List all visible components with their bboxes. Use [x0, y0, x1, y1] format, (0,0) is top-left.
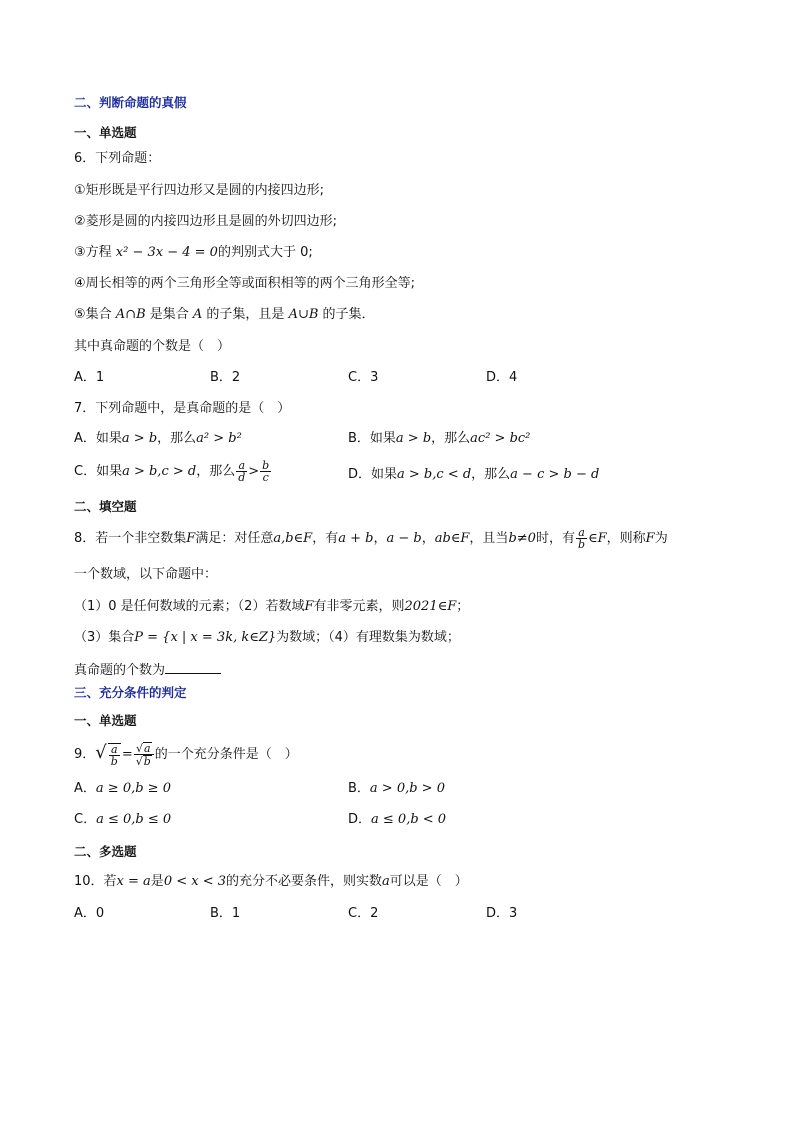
q8-text-g: 时，有 — [535, 531, 575, 546]
q8-text-c: ，有 — [312, 531, 339, 546]
q8-l3-text-c: ； — [456, 599, 470, 614]
q9-b-label: B． — [348, 781, 370, 796]
q10-text-b: 是 — [150, 874, 164, 889]
q6-p5-text-b: 是集合 — [145, 307, 193, 322]
q7-c-frac2-numerator: b — [262, 459, 270, 472]
q9-rhs-num-radicand: a — [143, 742, 151, 755]
q7-b-then: ，那么 — [431, 431, 471, 446]
q7-d-text: D．如果 — [348, 467, 398, 482]
q7-c-then: ，那么 — [196, 464, 236, 479]
q7-c-fraction-a-over-d — [236, 460, 247, 483]
q7-b-condition: a > b — [395, 431, 432, 446]
q10-text-d: 可以是（ ） — [389, 874, 468, 889]
q10-math-x-eq-a: x = a — [116, 874, 151, 889]
q9-equals: = — [121, 747, 133, 762]
q6-p5-text-d: 的子集． — [318, 307, 375, 322]
q8-text-i: 为 — [654, 531, 668, 546]
q8-frac-numerator: a — [576, 527, 587, 539]
q6-p5-union: A∪B — [288, 307, 319, 322]
q9-sqrt-fraction — [108, 743, 121, 767]
q10-stem — [74, 873, 468, 891]
q9-stem — [74, 740, 298, 768]
q10-option-b[interactable]: B．1 — [210, 906, 241, 921]
q8-math-b-nonzero: b≠0 — [508, 531, 536, 546]
q7-c-text: C．如果 — [74, 464, 123, 479]
q7-a-text: A．如果 — [74, 431, 122, 446]
q9-d-label: D． — [348, 812, 372, 827]
q8-l3-set-f: F — [304, 599, 314, 614]
q7-b-conclusion: ac² > bc² — [470, 431, 531, 446]
section-heading-judge-propositions: 二、判断命题的真假 — [74, 95, 187, 110]
q10-math-a: a — [382, 874, 390, 889]
q8-line-5 — [74, 660, 221, 680]
q7-a-then: ，那么 — [157, 431, 197, 446]
q8-text-e: ， — [421, 531, 435, 546]
subheading-multiple-choice: 二、多选题 — [74, 844, 137, 859]
q7-c-fraction-b-over-c — [260, 460, 271, 483]
q6-option-b[interactable]: B．2 — [210, 370, 241, 385]
q9-option-a[interactable] — [74, 780, 171, 798]
q9-number: 9． — [74, 747, 96, 762]
q6-p3-equation: x² − 3x − 4 = 0 — [115, 245, 218, 260]
q6-p3-suffix: 的判别式大于 0; — [217, 245, 313, 260]
q6-option-a[interactable]: A．1 — [74, 370, 105, 385]
q7-option-c[interactable] — [74, 460, 272, 483]
subheading-single-choice: 一、单选题 — [74, 125, 137, 140]
sqrt-icon: √ — [135, 755, 143, 768]
q8-l4-text-a: （3）集合 — [74, 630, 135, 645]
q8-text-b: 满足：对任意 — [195, 531, 274, 546]
q9-option-b[interactable] — [348, 780, 445, 798]
q8-l4-text-b: 为数域；（4）有理数集为数域； — [276, 630, 460, 645]
q8-text-a: 8．若一个非空数集 — [74, 531, 187, 546]
q9-lhs-denominator: b — [110, 754, 118, 768]
q6-p5-text-c: 的子集，且是 — [202, 307, 289, 322]
q6-option-c[interactable]: C．3 — [348, 370, 379, 385]
q9-a-math: a ≥ 0,b ≥ 0 — [95, 781, 171, 796]
q7-d-conclusion: a − c > b − d — [510, 467, 600, 482]
q8-l3-text-b: 有非零元素，则 — [313, 599, 405, 614]
q8-math-product: ab∈F — [434, 531, 470, 546]
q7-stem: 7．下列命题中，是真命题的是（ ） — [74, 401, 291, 416]
q8-set-f: F — [186, 531, 196, 546]
q7-c-greater-than: > — [248, 464, 260, 479]
q8-line-4 — [74, 629, 460, 647]
q9-tail: 的一个充分条件是（ ） — [154, 747, 298, 762]
q9-option-c[interactable] — [74, 811, 171, 829]
q8-l3-math-2021: 2021∈F — [404, 599, 457, 614]
q6-stem: 6．下列命题： — [74, 151, 161, 166]
sqrt-icon: √ — [135, 742, 143, 755]
q9-b-math: a > 0,b > 0 — [369, 781, 445, 796]
q7-b-text: B．如果 — [348, 431, 396, 446]
q8-line-1 — [74, 527, 668, 550]
q9-option-d[interactable] — [348, 811, 446, 829]
q9-rhs-denominator — [134, 755, 154, 767]
subheading-fill-in: 二、填空题 — [74, 499, 137, 514]
q8-l3-text-a: （1）0 是任何数域的元素；（2）若数域 — [74, 599, 305, 614]
q8-fraction-a-over-b — [576, 527, 587, 550]
q6-proposition-2: ②菱形是圆的内接四边形且是圆的外切四边形; — [74, 214, 338, 229]
q6-proposition-5 — [74, 306, 375, 324]
q6-p5-text-a: ⑤集合 — [74, 307, 116, 322]
q10-option-c[interactable]: C．2 — [348, 906, 379, 921]
q8-set-f-2: F — [645, 531, 655, 546]
q9-rhs-den-radicand: b — [143, 755, 151, 768]
q8-math-in-f: ∈F — [588, 531, 607, 546]
subheading-single-choice-2: 一、单选题 — [74, 713, 137, 728]
q8-text-d: ， — [373, 531, 387, 546]
q10-text-a: 10．若 — [74, 874, 117, 889]
q9-fraction-of-roots — [134, 742, 154, 767]
q8-math-difference: a − b — [386, 531, 422, 546]
q9-d-math: a ≤ 0,b < 0 — [371, 812, 447, 827]
q7-c-frac1-denominator: d — [238, 471, 246, 484]
q9-a-label: A． — [74, 781, 96, 796]
q6-proposition-1: ①矩形既是平行四边形又是圆的内接四边形; — [74, 183, 325, 198]
q7-d-condition: a > b,c < d — [397, 467, 472, 482]
q9-c-math: a ≤ 0,b ≤ 0 — [96, 812, 172, 827]
q6-proposition-4: ④周长相等的两个三角形全等或面积相等的两个三角形全等; — [74, 276, 416, 291]
sqrt-icon: √ — [95, 742, 107, 763]
q8-text-f: ，且当 — [469, 531, 509, 546]
q8-line-3 — [74, 598, 469, 616]
q8-l5-text: 真命题的个数为 — [74, 663, 166, 678]
q8-line-2: 一个数域，以下命题中： — [74, 567, 218, 582]
q7-c-frac2-denominator: c — [262, 471, 269, 484]
q6-p5-intersection: A∩B — [115, 307, 146, 322]
q9-c-label: C． — [74, 812, 97, 827]
q8-l4-set-p: P = {x | x = 3k, k∈Z} — [134, 630, 277, 645]
q7-c-condition: a > b,c > d — [122, 464, 197, 479]
q6-question: 其中真命题的个数是（ ） — [74, 339, 231, 354]
q8-text-h: ，则称 — [606, 531, 646, 546]
q6-proposition-3 — [74, 244, 313, 262]
q7-c-frac1-numerator: a — [236, 460, 247, 472]
q8-answer-blank[interactable] — [165, 660, 221, 674]
q10-math-interval: 0 < x < 3 — [163, 874, 227, 889]
q10-option-a[interactable]: A．0 — [74, 906, 105, 921]
q7-option-d[interactable] — [348, 466, 599, 484]
q10-option-d[interactable]: D．3 — [486, 906, 518, 921]
q7-a-conclusion: a² > b² — [196, 431, 242, 446]
q6-p5-set-a: A — [192, 307, 203, 322]
q9-rhs-numerator — [134, 742, 154, 755]
q9-lhs-numerator: a — [109, 744, 120, 756]
q8-frac-denominator: b — [577, 538, 585, 551]
q7-d-then: ，那么 — [471, 467, 511, 482]
q6-p3-prefix: ③方程 — [74, 245, 116, 260]
q7-a-condition: a > b — [121, 431, 158, 446]
q7-option-b[interactable] — [348, 430, 530, 448]
q8-math-ab-in-f: a,b∈F — [273, 531, 313, 546]
section-heading-sufficient-condition: 三、充分条件的判定 — [74, 685, 187, 700]
q7-option-a[interactable] — [74, 430, 242, 448]
q8-math-sum: a + b — [338, 531, 374, 546]
q10-text-c: 的充分不必要条件，则实数 — [226, 874, 383, 889]
q6-option-d[interactable]: D．4 — [486, 370, 518, 385]
